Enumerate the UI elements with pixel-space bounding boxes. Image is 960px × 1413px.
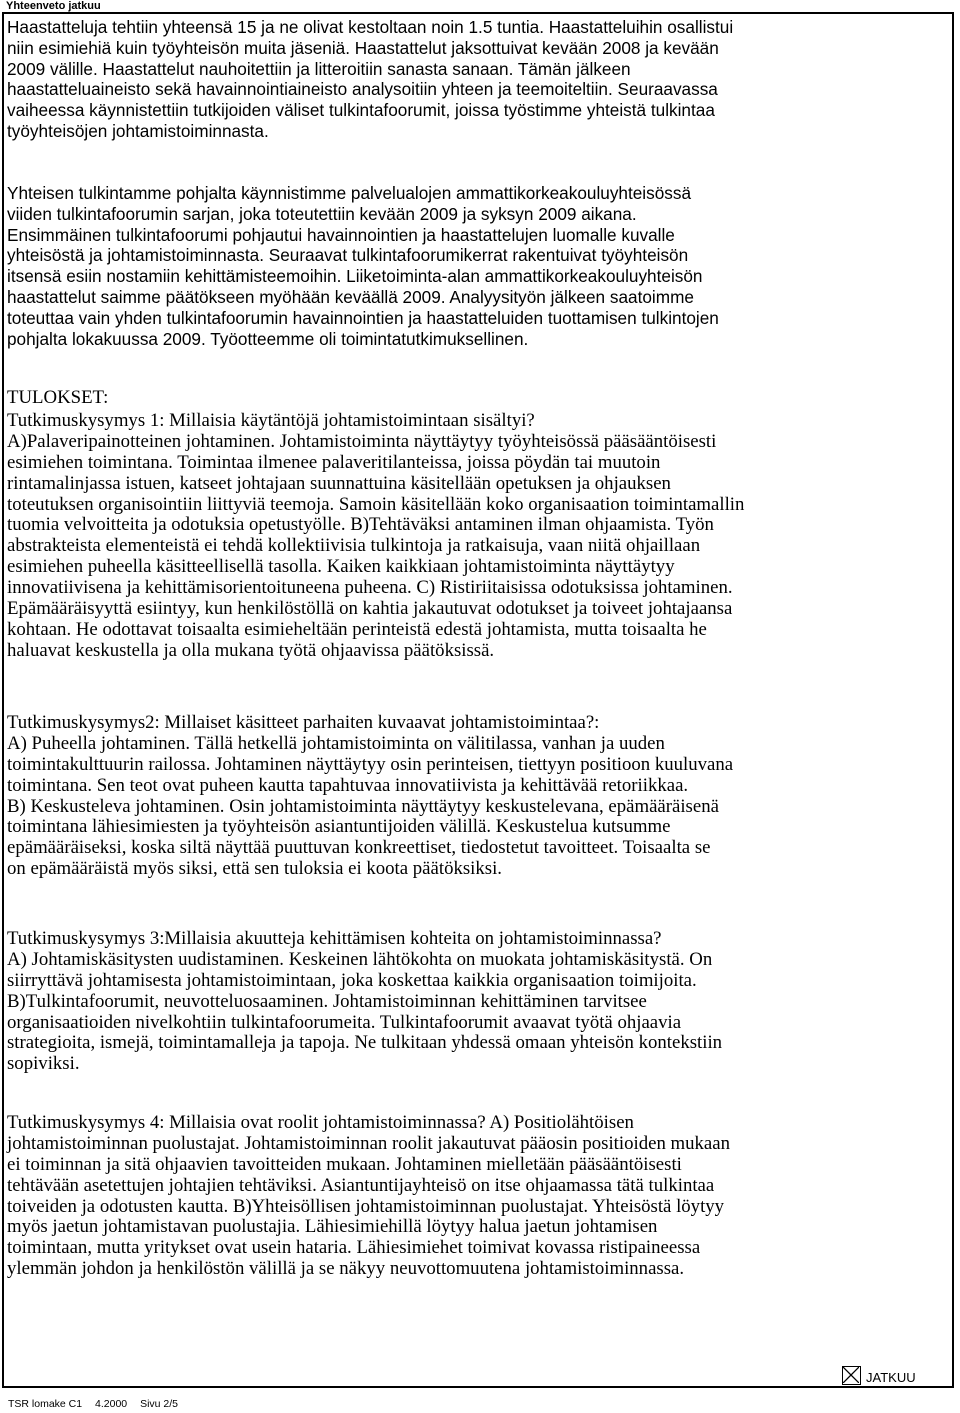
paragraph-line: 2009 välille. Haastattelut nauhoitettiin ja litteroitiin sanasta sanaan. Tämän jälkeen: [7, 58, 631, 79]
paragraph-line: vaiheessa käynnistettiin tutkijoiden väliset tulkintafoorumit, joissa työstimme yhteistä tulkintaa: [7, 100, 715, 121]
paragraph-line: yhteisöstä ja johtamistoiminnasta. Seuraavat tulkintafoorumikerrat rakentuivat työyhteisön: [7, 245, 689, 266]
question-line: toteutuksen organisointiin liittyviä teemoja. Samoin käsitellään koko organisaation toimintamallin: [7, 493, 745, 515]
question-line: epämääräiseksi, koska siltä näyttää puuttuvan konkreettiset, tiedostetut tavoitteet. Toisaalta se: [7, 837, 711, 859]
question-line: ei toiminnan ja sitä ohjaavien tavoitteiden mukaan. Johtaminen mielletään pääsääntöisesti: [7, 1153, 682, 1175]
question-line: kohtaan. He odottavat toisaalta esimieheltään perinteistä edestä johtamista, mutta toisaalta he: [7, 618, 707, 640]
results-heading-text: TULOKSET:: [7, 387, 109, 408]
question-line: Tutkimuskysymys 1: Millaisia käytäntöjä johtamistoimintaan sisältyi?: [7, 410, 535, 431]
research-question-2: [7, 713, 951, 880]
question-line: esimiehen toimintana. Toimintaa ilmenee palaveritilanteissa, joissa pöydän tai muutoin: [7, 451, 661, 473]
section-label: Yhteenveto jatkuu: [6, 0, 101, 12]
question-line: Tutkimuskysymys 3:Millaisia akuutteja kehittämisen kohteita on johtamistoiminnassa?: [7, 928, 662, 949]
question-line: innovatiivisena ja kehittämisorientoituneena puheena. C) Ristiriitaisissa odotuksissa johtaminen.: [7, 577, 733, 599]
continue-checkbox[interactable]: [842, 1366, 861, 1385]
question-line: A) Johtamiskäsitysten uudistaminen. Keskeinen lähtökohta on muokata johtamiskäsitystä. On: [7, 948, 713, 970]
footer-version: 4.2000: [95, 1398, 128, 1410]
question-line: tehtävään asetettujen johtajien tehtäviksi. Asiantuntijayhteisö on itse ohjaamassa tätä tulkintaa: [7, 1174, 715, 1196]
question-line: myös jaetun johtamistavan puolustajia. Lähiesimiehillä löytyy halua jaetun johtamisen: [7, 1216, 658, 1238]
checkbox-cross-icon: [843, 1367, 859, 1383]
paragraph-line: työyhteisöjen johtamistoiminnasta.: [7, 120, 269, 141]
paragraph-line: Haastatteluja tehtiin yhteensä 15 ja ne olivat kestoltaan noin 1.5 tuntia. Haastatteluihin osallistui: [7, 17, 734, 37]
question-line: toimintaan, mutta yritykset ovat usein hataria. Lähiesimiehet toimivat kovassa ristipaineessa: [7, 1237, 701, 1259]
question-line: strategioita, ismejä, toimintamalleja ja tapoja. Ne tulkitaan yhdessä omaan yhteisön kontekstiin: [7, 1032, 723, 1054]
results-heading: [7, 388, 951, 409]
question-line: organisaatioiden nivelkohtiin tulkintafoorumeita. Tulkintafoorumit avaavat työtä ohjaavia: [7, 1011, 682, 1033]
question-line: haluavat keskustella ja olla mukana työtä ohjaavissa päätöksissä.: [7, 639, 495, 661]
research-question-4: [7, 1113, 951, 1280]
question-line: siirryttävä johtamisesta johtamistoimintaan, joka koskettaa kaikkia organisaation toimijoita.: [7, 969, 697, 991]
paragraph-line: itsensä esiin nostamiin kehittämisteemoihin. Liiketoiminta-alan ammattikorkeakouluyhteisön: [7, 266, 703, 287]
question-line: toiveiden ja odotusten kautta. B)Yhteisöllisen johtamistoiminnan puolustajat. Yhteisöstä löytyy: [7, 1195, 725, 1217]
question-line: abstrakteista elementeistä ei tehdä kollektiivisia tulkintoja ja ratkaisuja, vaan niitä ohjaillaan: [7, 535, 701, 557]
question-line: sopiviksi.: [7, 1053, 80, 1075]
paragraph-methods: [7, 17, 951, 142]
question-line: Tutkimuskysymys 4: Millaisia ovat roolit johtamistoiminnassa? A) Positiolähtöisen: [7, 1112, 634, 1133]
question-line: toimintana. Sen teot ovat puheen kautta tapahtuvaa innovatiivista ja kehittävää retoriikkaa.: [7, 774, 689, 796]
paragraph-line: haastattelut saimme päätökseen myöhään keväällä 2009. Analyysityön jälkeen saatoimme: [7, 286, 694, 307]
question-line: A)Palaveripainotteinen johtaminen. Johtamistoiminta näyttäytyy työyhteisössä pääsääntöisesti: [7, 430, 717, 452]
question-line: Epämääräisyyttä esiintyy, kun henkilöstöllä on kahtia jakautuvat odotukset ja toiveet johtajaansa: [7, 598, 733, 620]
paragraph-forums: [7, 183, 951, 349]
paragraph-line: viiden tulkintafoorumin sarjan, joka toteutettiin kevään 2009 ja syksyn 2009 aikana.: [7, 203, 637, 224]
question-line: A) Puheella johtaminen. Tällä hetkellä johtamistoiminta on välitilassa, vanhan ja uuden: [7, 732, 665, 754]
question-line: toimintana lähiesimiesten ja työyhteisön asiantuntijoiden välillä. Keskustelua kutsumme: [7, 816, 671, 838]
footer-form-id: TSR lomake C1: [8, 1398, 83, 1410]
question-line: johtamistoiminnan puolustajat. Johtamistoiminnan roolit jakautuvat pääosin positioiden mukaan: [7, 1132, 730, 1154]
paragraph-line: haastatteluaineisto sekä havainnointiaineisto analysoitiin yhteen ja teemoiteltiin. Seuraavassa: [7, 79, 718, 100]
footer-page-number: Sivu 2/5: [140, 1398, 179, 1410]
paragraph-line: pohjalta lokakuussa 2009. Työotteemme oli toimintatutkimuksellinen.: [7, 328, 529, 349]
paragraph-line: toteuttaa vain yhden tulkintafoorumin havainnointien ja haastatteluiden tuottamisen tulkintojen: [7, 307, 719, 328]
research-question-3: [7, 929, 951, 1075]
research-question-1: [7, 411, 951, 662]
question-line: toimintakulttuurin railossa. Johtaminen näyttäytyy osin perinteisen, tiettyyn positioon kuuluvana: [7, 753, 734, 775]
footer: [8, 1398, 188, 1410]
question-line: tuomia velvoitteita ja odotuksia opetustyölle. B)Tehtäväksi antaminen ilman ohjaamista. Työn: [7, 514, 714, 536]
continue-label: JATKUU: [866, 1370, 916, 1385]
question-line: rintamalinjassa istuen, katseet johtajaan suunnattuina käsitellään opetuksen ja ohjauksen: [7, 472, 671, 494]
question-line: B) Keskusteleva johtaminen. Osin johtamistoiminta näyttäytyy keskustelevana, epämääräisenä: [7, 795, 719, 817]
question-line: ylemmän johdon ja henkilöstön välillä ja se näkyy neuvottomuutena johtamistoiminnassa.: [7, 1258, 685, 1280]
paragraph-line: niin esimiehiä kuin työyhteisön muita jäseniä. Haastattelut jaksottuivat kevään 2008 ja kevään: [7, 37, 719, 58]
question-line: Tutkimuskysymys2: Millaiset käsitteet parhaiten kuvaavat johtamistoimintaa?:: [7, 712, 600, 733]
paragraph-line: Yhteisen tulkintamme pohjalta käynnistimme palvelualojen ammattikorkeakouluyhteisössä: [7, 183, 692, 203]
question-line: on epämääräistä myös siksi, että sen tuloksia ei koota päätöksiksi.: [7, 858, 502, 880]
question-line: B)Tulkintafoorumit, neuvotteluosaaminen. Johtamistoiminnan kehittäminen tarvitsee: [7, 990, 647, 1012]
paragraph-line: Ensimmäinen tulkintafoorumi pohjautui havainnointien ja haastattelujen luomalle kuvalle: [7, 224, 675, 245]
question-line: esimiehen puheella käsitteellisellä tasolla. Kaiken kaikkiaan johtamistoiminta näyttäytyy: [7, 556, 675, 578]
